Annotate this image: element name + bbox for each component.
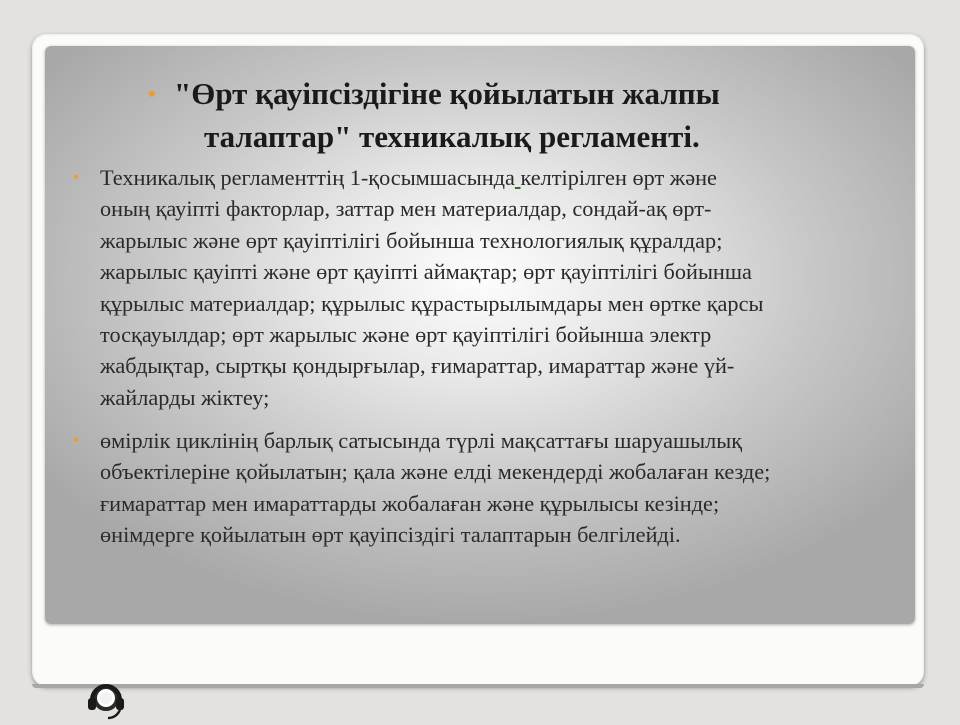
text-run: Техникалық регламенттің 1-қосымшасында (100, 165, 515, 190)
paragraph-1-line: жабдықтар, сыртқы қондырғылар, ғимараттар, имараттар және үй- (100, 353, 735, 379)
paragraph-1-line: жайларды жіктеу; (100, 384, 270, 410)
headset-logo-icon (86, 678, 126, 720)
text-run: келтірілген өрт және (520, 165, 717, 190)
bottom-rule (32, 684, 924, 688)
bullet-icon: • (148, 81, 156, 106)
paragraph-2-line: өнімдерге қойылатын өрт қауіпсіздігі талаптарын белгілейді. (100, 522, 681, 548)
title-line-1: "Өрт қауіпсіздігіне қойылатын жалпы (174, 76, 720, 111)
bullet-paragraph-2 (73, 425, 910, 551)
paragraph-1-line-1 (100, 162, 910, 193)
paragraph-1-line: оның қауіпті факторлар, заттар мен материалдар, сондай-ақ өрт- (100, 196, 712, 222)
paragraph-1-line: жарылыс және өрт қауіптілігі бойынша технологиялық құралдар; (100, 227, 723, 253)
paragraph-1-line: құрылыс материалдар; құрылыс құрастырылымдары мен өртке қарсы (100, 290, 764, 316)
bullet-paragraph-1 (73, 162, 910, 413)
title-line-2: талаптар" техникалық регламенті. (204, 119, 700, 154)
paragraph-2-line: ғимараттар мен имараттарды жобалаған және құрылысы кезінде; (100, 490, 720, 516)
paragraph-2-line: объектілеріне қойылатын; қала және елді мекендерді жобалаған кезде; (100, 459, 771, 485)
slide-title (148, 72, 868, 158)
paragraph-2-line: өмірлік циклінің барлық сатысында түрлі мақсаттағы шаруашылық (100, 428, 743, 453)
paragraph-1-line: тосқауылдар; өрт жарылыс және өрт қауіптілігі бойынша электр (100, 322, 712, 348)
bullet-icon: • (73, 430, 80, 450)
bullet-icon: • (73, 167, 80, 187)
paragraph-1-line: жарылыс қауіпті және өрт қауіпті аймақтар; өрт қауіптілігі бойынша (100, 259, 752, 285)
